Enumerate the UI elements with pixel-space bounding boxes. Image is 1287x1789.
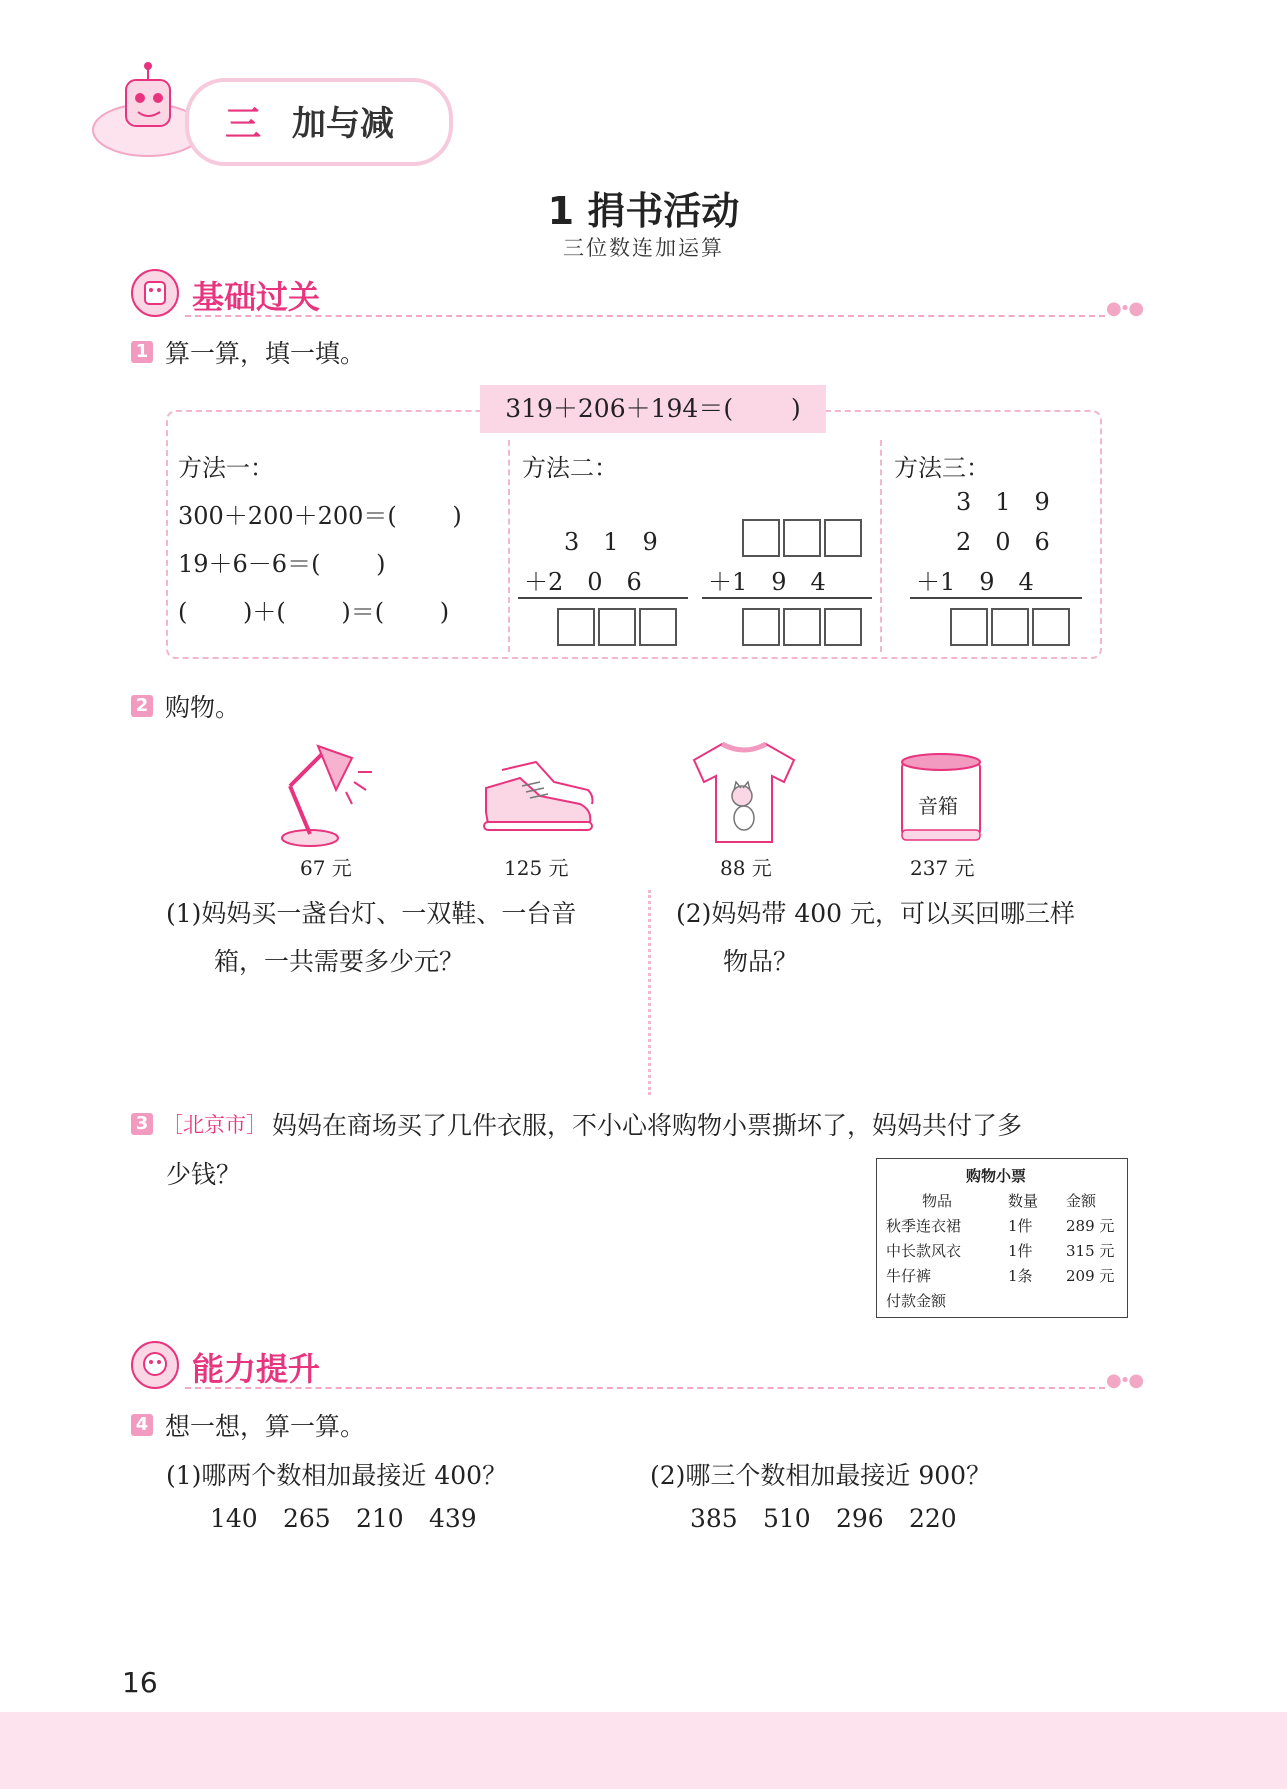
answer-box[interactable] [824,608,862,646]
section-divider [185,315,1105,317]
question-number: 1 [131,341,153,363]
answer-box[interactable] [824,519,862,557]
receipt-cell: 289 元 [1066,1217,1115,1235]
region-tag: ［北京市］ [162,1113,267,1137]
answer-box[interactable] [742,608,780,646]
sum-line [910,597,1082,599]
item-price: 237 元 [910,856,975,880]
receipt-title: 购物小票 [966,1167,1027,1185]
receipt-cell: 牛仔裤 [886,1267,932,1285]
method3-label: 方法三： [894,454,990,482]
question-prompt: 购物。 [165,693,241,722]
lesson-title: 1 捐书活动 [547,189,740,233]
number-option: 140 [210,1504,258,1533]
method3-row3: ＋1 9 4 [916,568,1034,596]
subquestion-1-line2: 箱，一共需要多少元？ [214,947,465,976]
subquestion-2-line2: 物品？ [723,947,799,976]
sum-line [518,597,688,599]
number-option: 439 [429,1504,477,1533]
answer-box[interactable] [783,519,821,557]
answer-box[interactable] [783,608,821,646]
method-divider [508,440,510,652]
subquestion-2: (2)哪三个数相加最接近 900？ [650,1461,992,1490]
receipt-cell: 1件 [1008,1242,1033,1260]
method2-label: 方法二： [522,454,618,482]
receipt-cell: 315 元 [1066,1242,1115,1260]
question-number: 4 [131,1414,153,1436]
item-price: 125 元 [504,856,569,880]
method1-label: 方法一： [178,454,274,482]
method3-row1: 3 1 9 [956,488,1050,516]
lamp-icon [270,738,380,850]
method2-addend-bottom2: ＋1 9 4 [708,568,826,596]
receipt-header: 数量 [1008,1192,1039,1210]
question-prompt: 算一算，填一填。 [165,339,366,368]
receipt-cell: 1件 [1008,1217,1033,1235]
receipt-cell: 秋季连衣裙 [886,1217,962,1235]
number-option: 385 [690,1504,738,1533]
item-price: 88 元 [720,856,772,880]
question-prompt: 想一想，算一算。 [165,1412,366,1441]
footer-band [0,1712,1287,1789]
method1-line2: 19＋6－6＝( ) [178,550,386,578]
advanced-section-icon [130,1340,180,1390]
answer-box[interactable] [950,608,988,646]
number-option: 220 [909,1504,957,1533]
shoes-icon [480,752,595,836]
speaker-label: 音箱 [918,794,958,818]
method2-addend-bottom: ＋2 0 6 [524,568,642,596]
question-prompt-line2: 少钱？ [166,1160,242,1189]
method3-row2: 2 0 6 [956,528,1050,556]
chapter-number: 三 [225,104,262,145]
column-divider [648,890,651,1095]
receipt-cell: 209 元 [1066,1267,1115,1285]
subquestion-2-line1: (2)妈妈带 400 元，可以买回哪三样 [676,899,1076,928]
section-dots-icon: ●•● [1106,298,1143,319]
subquestion-1-line1: (1)妈妈买一盏台灯、一双鞋、一台音 [166,899,577,928]
page-number: 16 [122,1666,158,1699]
question-number: 2 [131,695,153,717]
section-title-basic: 基础过关 [192,278,321,316]
lesson-subtitle: 三位数连加运算 [563,236,724,260]
receipt-cell: 中长款风衣 [886,1242,962,1260]
chapter-title: 加与减 [292,104,394,144]
answer-box[interactable] [1032,608,1070,646]
receipt-footer: 付款金额 [886,1292,947,1310]
receipt-header: 物品 [922,1192,953,1210]
item-price: 67 元 [300,856,352,880]
section-title-advanced: 能力提升 [192,1350,321,1388]
answer-box[interactable] [742,519,780,557]
formula-tag: 319＋206＋194＝( ) [480,385,826,433]
receipt-header: 金额 [1066,1192,1097,1210]
section-dots-icon: ●•● [1106,1370,1143,1391]
method-divider [880,440,882,652]
number-option: 210 [356,1504,404,1533]
number-option: 296 [836,1504,884,1533]
question-number: 3 [131,1113,153,1135]
method1-line3: ( )＋( )＝( ) [178,598,450,626]
receipt-cell: 1条 [1008,1267,1033,1285]
sum-line [702,597,872,599]
answer-box[interactable] [557,608,595,646]
number-option: 265 [283,1504,331,1533]
answer-box[interactable] [639,608,677,646]
subquestion-1: (1)哪两个数相加最接近 400？ [166,1461,508,1490]
answer-box[interactable] [991,608,1029,646]
basic-section-icon [130,268,180,318]
method1-line1: 300＋200＋200＝( ) [178,502,462,530]
answer-box[interactable] [598,608,636,646]
section-divider [185,1387,1105,1389]
method2-addend-top: 3 1 9 [564,528,658,556]
number-option: 510 [763,1504,811,1533]
tshirt-icon [692,738,797,848]
question-prompt-line1: 妈妈在商场买了几件衣服，不小心将购物小票撕坏了，妈妈共付了多 [272,1111,1023,1140]
